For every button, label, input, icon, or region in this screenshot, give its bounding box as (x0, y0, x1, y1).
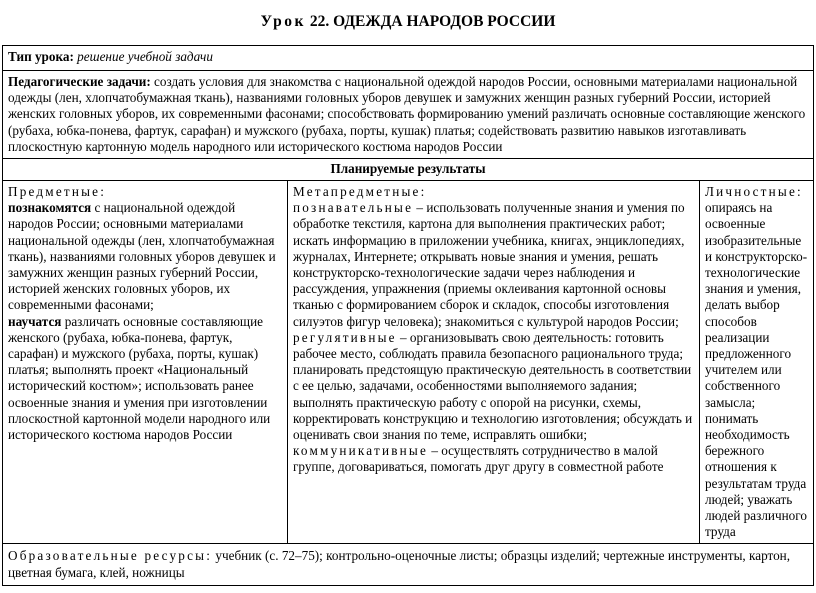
tasks-text: создать условия для знакомства с национальной одеждой народов России, основными материалами национальной одежды (лен, хлопчатобумажная ткань), названиями головных уборов девушек и замужних женщин разных губерний России, историей женских головных уборов, их современными фасонами; способствовать формированию умений различать основные составляющие женского (рубаха, юбка-понева, фартук, сарафан) и мужского (рубаха, порты, кушак) платья; содействовать развитию навыков изготавливать плоскостную картонную модель народного или исторического костюма народов России (8, 74, 806, 154)
subject-results-cell (3, 181, 288, 544)
resources-label: Образовательные ресурсы: (8, 548, 213, 564)
planned-results-header: Планируемые результаты (3, 159, 814, 181)
tasks-label: Педагогические задачи: (8, 74, 151, 89)
subject-label: Предметные: (8, 184, 107, 200)
subject-learn-word: познакомятся (8, 200, 92, 216)
tasks-cell (3, 71, 814, 159)
meta-cognitive-text: – использовать полученные знания и умения по обработке текстиля, картона для выполнения практических работ; искать информацию в приложении учебника, книгах, энциклопедиях, журналах, Интернете; открывать новые знания и умения, решать конструкторско-технологические задачи через наблюдения и рассуждения, упражнения (приемы оклеивания картонной основы тканью с формированием сборок и складок, способы изготовления силуэтов фигур человека); знакомиться с культурой народов России; (293, 200, 685, 329)
lesson-type-row (3, 46, 814, 71)
subject-able-text: различать основные составляющие женского (рубаха, юбка-понева, фартук, сарафан) и мужского (рубаха, порты, кушак) платья; выполнять проект «Национальный исторический костюм»; использовать ранее освоенные знания и умения при изготовлении плоскостной картонной модели народного или исторического костюма народов России (8, 313, 271, 443)
personal-text: опираясь на освоенные изобразительные и конструкторско-технологические знания и умения, делать выбор способов реализации предложенного учителем или собственного замысла; понимать необходимость бережного отношения к результатам труда людей; уважать людей различного труда (705, 200, 808, 540)
meta-communicative (293, 443, 694, 475)
meta-regulatory-text: – организовывать свою деятельность: готовить рабочее место, соблюдать правила безопасного рационального труда; планировать предстоящую практическую деятельность в соответствии с ее целью, задачами, особенностями выполняемого задания; выполнять практическую работу с опорой на рисунки, схемы, корректировать конструкцию и технологию изготовления; обсуждать и оценивать свои знания по теме, исправлять ошибки; (293, 329, 693, 443)
meta-cognitive (293, 200, 694, 330)
personal-results-cell (700, 181, 814, 544)
results-row (3, 181, 814, 544)
lesson-table (2, 45, 814, 586)
lesson-type-value: решение учебной задачи (77, 49, 213, 64)
lesson-type-label: Тип урока: (8, 49, 74, 64)
resources-text: учебник (с. 72–75); контрольно-оценочные листы; образцы изделий; чертежные инструменты, картон, цветная бумага, клей, ножницы (8, 548, 791, 580)
subject-learn-text: с национальной одеждой народов России; основными материалами национальной одежды (лен, хлопчатобумажная ткань), названиями головных уборов девушек и замужних женщин разных губерний России, историей женских головных уборов, их современными фасонами; (8, 200, 276, 313)
page-title (0, 13, 816, 31)
lesson-type-cell (3, 46, 814, 71)
subject-able (8, 314, 282, 444)
personal-label: Личностные: (705, 184, 803, 200)
meta-label: Метапредметные: (293, 184, 427, 200)
meta-communicative-text: – осуществлять сотрудничество в малой группе, договариваться, помогать друг другу в совместной работе (293, 443, 664, 475)
resources-cell (3, 544, 814, 585)
title-text: 22. ОДЕЖДА НАРОДОВ РОССИИ (309, 13, 556, 30)
title-prefix: Урок (260, 13, 306, 30)
meta-regulatory (293, 330, 694, 443)
subject-able-word: научатся (8, 313, 62, 329)
meta-cognitive-word: познавательные (293, 200, 414, 216)
meta-results-cell (288, 181, 700, 544)
meta-regulatory-word: регулятивные (293, 329, 397, 345)
tasks-row (3, 71, 814, 159)
subject-learn (8, 200, 282, 313)
planned-results-row (3, 159, 814, 181)
meta-communicative-word: коммуникативные (293, 443, 429, 459)
resources-row (3, 544, 814, 585)
